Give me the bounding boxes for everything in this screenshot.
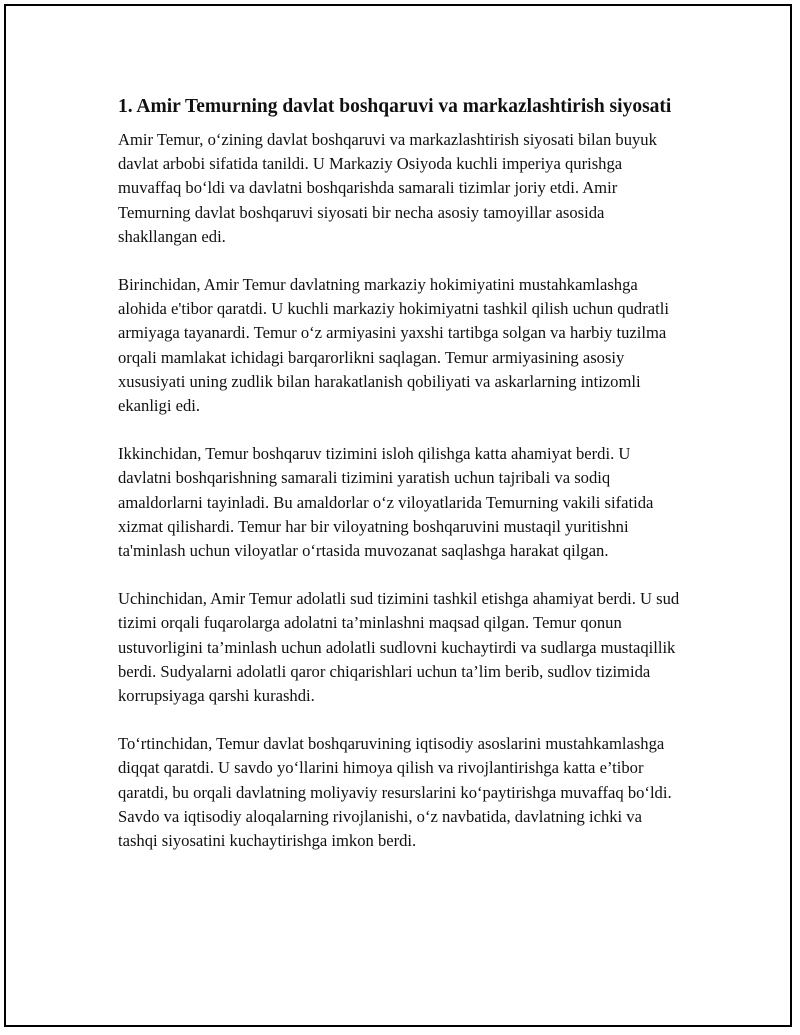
- paragraph-intro: Amir Temur, o‘zining davlat boshqaruvi va markazlashtirish siyosati bilan buyuk davlat arbobi sifatida tanildi. U Markaziy Osiyoda kuchli imperiya qurishga muvaffaq bo‘ldi va davlatni boshqarishda samarali tizimlar joriy etdi. Amir Temurning davlat boshqaruvi siyosati bir necha asosiy tamoyillar asosida shakllangan edi.: [118, 130, 657, 246]
- document-title: 1. Amir Temurning davlat boshqaruvi va markazlashtirish siyosati: [118, 96, 672, 117]
- paragraph-first: Birinchidan, Amir Temur davlatning markaziy hokimiyatini mustahkamlashga alohida e'tibor qaratdi. U kuchli markaziy hokimiyatni tashkil qilish uchun qudratli armiyaga tayanardi. Temur o‘z armiyasini yaxshi tartibga solgan va harbiy tuzilma orqali mamlakat ichidagi barqarorlikni saqlagan. Temur armiyasining asosiy xususiyati uning zudlik bilan harakatlanish qobiliyati va askarlarning intizomli ekanligi edi.: [118, 275, 669, 416]
- paragraph-fourth: To‘rtinchidan, Temur davlat boshqaruvining iqtisodiy asoslarini mustahkamlashga diqqat qaratdi. U savdo yo‘llarini himoya qilish va rivojlantirishga katta e’tibor qaratdi, bu orqali davlatning moliyaviy resurslarini ko‘paytirishga muvaffaq bo‘ldi. Savdo va iqtisodiy aloqalarning rivojlanishi, o‘z navbatida, davlatning ichki va tashqi siyosatini kuchaytirishga imkon berdi.: [118, 734, 672, 851]
- document-body: [118, 94, 680, 877]
- paragraph-second: Ikkinchidan, Temur boshqaruv tizimini isloh qilishga katta ahamiyat berdi. U davlatni boshqarishning samarali tizimini yaratish uchun tajribali va sodiq amaldorlarni tayinladi. Bu amaldorlar o‘z viloyatlarida Temurning vakili sifatida xizmat qilishardi. Temur har bir viloyatning boshqaruvini mustaqil yuritishni ta'minlash uchun viloyatlar o‘rtasida muvozanat saqlashga harakat qilgan.: [118, 444, 654, 561]
- paragraph-third: Uchinchidan, Amir Temur adolatli sud tizimini tashkil etishga ahamiyat berdi. U sud tizimi orqali fuqarolarga adolatni ta’minlashni maqsad qilgan. Temur qonun ustuvorligini ta’minlash uchun adolatli sudlovni kuchaytirdi va sudlarga mustaqillik berdi. Sudyalarni adolatli qaror chiqarishlari uchun ta’lim berib, sudlov tizimida korrupsiyaga qarshi kurashdi.: [118, 589, 680, 706]
